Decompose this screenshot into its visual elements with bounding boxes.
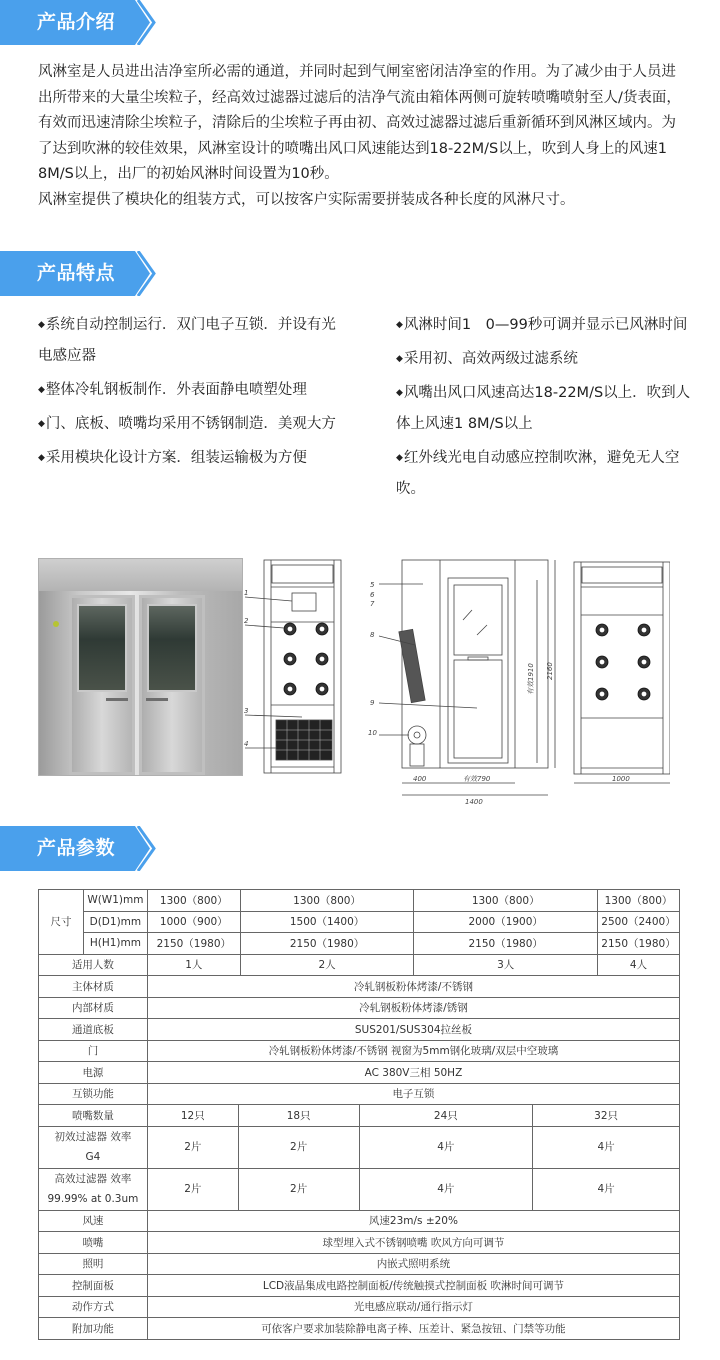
diamond-bullet-icon: ◆ xyxy=(396,388,403,398)
photo-door-right xyxy=(139,595,205,775)
intro-text xyxy=(38,60,688,213)
feature-item: ◆风嘴出风口风速高达18-22M/S以上．吹到人体上风速1 8M/S以上 xyxy=(396,385,691,432)
photo-door-left xyxy=(69,595,135,775)
section-title: 产品介绍 xyxy=(37,11,116,33)
table-row: 互锁功能 电子互锁 xyxy=(39,1083,680,1105)
diamond-bullet-icon: ◆ xyxy=(38,320,45,330)
svg-text:有效790: 有效790 xyxy=(463,775,491,783)
door-handle xyxy=(146,698,168,701)
feature-item: ◆风淋时间1 0—99秒可调并显示已风淋时间 xyxy=(396,317,688,333)
table-row: 照明 内嵌式照明系统 xyxy=(39,1253,680,1275)
svg-text:1400: 1400 xyxy=(465,798,483,805)
section-header-intro xyxy=(0,0,160,45)
svg-text:6: 6 xyxy=(370,591,375,599)
table-row: 电源 AC 380V三相 50HZ xyxy=(39,1062,680,1084)
table-row: 高效过滤器 效率 99.99% at 0.3um 2片 2片 4片 4片 xyxy=(39,1168,680,1210)
features-left-list xyxy=(38,310,338,477)
intro-paragraph-2: 风淋室提供了模块化的组装方式，可以按客户实际需要拼装成各种长度的风淋尺寸。 xyxy=(38,191,575,208)
table-row: 适用人数 1人 2人 3人 4人 xyxy=(39,954,680,976)
features-right-list xyxy=(396,310,696,508)
table-row: 内部材质 冷轧钢板粉体烤漆/锈钢 xyxy=(39,997,680,1019)
section-header-features xyxy=(0,251,160,296)
chevron-right-icon xyxy=(120,0,160,45)
size-label: 尺寸 xyxy=(39,890,84,955)
drawing-rear-view xyxy=(570,558,670,788)
section-header-params xyxy=(0,826,160,871)
table-row: 通道底板 SUS201/SUS304拉丝板 xyxy=(39,1019,680,1041)
svg-text:1000: 1000 xyxy=(612,775,630,783)
svg-text:400: 400 xyxy=(413,775,427,783)
diamond-bullet-icon: ◆ xyxy=(38,419,45,429)
table-row: D(D1)mm 1000（900） 1500（1400） 2000（1900） 2500（2400） xyxy=(39,911,680,933)
table-row: 门 冷轧钢板粉体烤漆/不锈钢 视窗为5mm钢化玻璃/双层中空玻璃 xyxy=(39,1040,680,1062)
diamond-bullet-icon: ◆ xyxy=(396,320,403,330)
section-title: 产品参数 xyxy=(37,837,116,859)
table-row: H(H1)mm 2150（1980） 2150（1980） 2150（1980） 2150（1980） xyxy=(39,933,680,955)
svg-text:有效1910: 有效1910 xyxy=(527,663,535,695)
intro-paragraph-1: 风淋室是人员进出洁净室所必需的通道，并同时起到气闸室密闭洁净室的作用。为了减少由于人员进出所带来的大量尘埃粒子，经高效过滤器过滤后的洁净气流由箱体两侧可旋转喷嘴喷射至人/货表面，有效而迅速清除尘埃粒子，清除后的尘埃粒子再由初、高效过滤器过滤后重新循环到风淋区域内。为了达到吹淋的较佳效果，风淋室设计的喷嘴出风口风速能达到18-22M/S以上，吹到人身上的风速1 8M/S以上，出厂的初始风淋时间设置为10秒。 xyxy=(38,64,681,182)
svg-text:4: 4 xyxy=(244,740,249,748)
feature-item: ◆红外线光电自动感应控制吹淋，避免无人空吹。 xyxy=(396,450,680,497)
door-handle xyxy=(106,698,128,701)
svg-text:1: 1 xyxy=(244,589,249,597)
drawing-front-view xyxy=(240,555,355,780)
diamond-bullet-icon: ◆ xyxy=(396,453,403,463)
table-row: 主体材质 冷轧钢板粉体烤漆/不锈钢 xyxy=(39,976,680,998)
product-photo xyxy=(38,558,243,776)
feature-item: ◆系统自动控制运行．双门电子互锁．并设有光电感应器 xyxy=(38,317,336,364)
feature-item: ◆整体冷轧钢板制作．外表面静电喷塑处理 xyxy=(38,382,307,398)
diamond-bullet-icon: ◆ xyxy=(38,453,45,463)
table-row: 喷嘴 球型埋入式不锈钢喷嘴 吹风方向可调节 xyxy=(39,1232,680,1254)
svg-text:5: 5 xyxy=(370,581,375,589)
svg-text:8: 8 xyxy=(370,631,375,639)
svg-text:2: 2 xyxy=(244,617,249,625)
svg-text:9: 9 xyxy=(370,699,375,707)
svg-text:3: 3 xyxy=(244,707,249,715)
diamond-bullet-icon: ◆ xyxy=(38,385,45,395)
chevron-right-icon xyxy=(120,251,160,296)
svg-text:10: 10 xyxy=(368,729,377,737)
table-row: 喷嘴数量 12只 18只 24只 32只 xyxy=(39,1105,680,1127)
drawing-side-section xyxy=(365,555,565,805)
feature-item: ◆采用模块化设计方案．组装运输极为方便 xyxy=(38,450,307,466)
spec-table xyxy=(38,889,680,1340)
photo-lintel xyxy=(39,559,242,591)
table-row: 风速 风速23m/s ±20% xyxy=(39,1210,680,1232)
diamond-bullet-icon: ◆ xyxy=(396,354,403,364)
svg-text:2160: 2160 xyxy=(546,662,554,680)
svg-text:7: 7 xyxy=(370,600,375,608)
table-row: 附加功能 可依客户要求加装除静电离子棒、压差计、紧急按钮、门禁等功能 xyxy=(39,1318,680,1340)
indicator-lamp xyxy=(53,621,59,627)
chevron-right-icon xyxy=(120,826,160,871)
table-row: 初效过滤器 效率 G4 2片 2片 4片 4片 xyxy=(39,1126,680,1168)
feature-item: ◆采用初、高效两级过滤系统 xyxy=(396,351,578,367)
table-row: 控制面板 LCD液晶集成电路控制面板/传统触摸式控制面板 吹淋时间可调节 xyxy=(39,1275,680,1297)
table-row: 动作方式 光电感应联动/通行指示灯 xyxy=(39,1296,680,1318)
table-row: 尺寸 W(W1)mm 1300（800） 1300（800） 1300（800） 1300（800） xyxy=(39,890,680,912)
feature-item: ◆门、底板、喷嘴均采用不锈钢制造．美观大方 xyxy=(38,416,336,432)
section-title: 产品特点 xyxy=(37,262,116,284)
